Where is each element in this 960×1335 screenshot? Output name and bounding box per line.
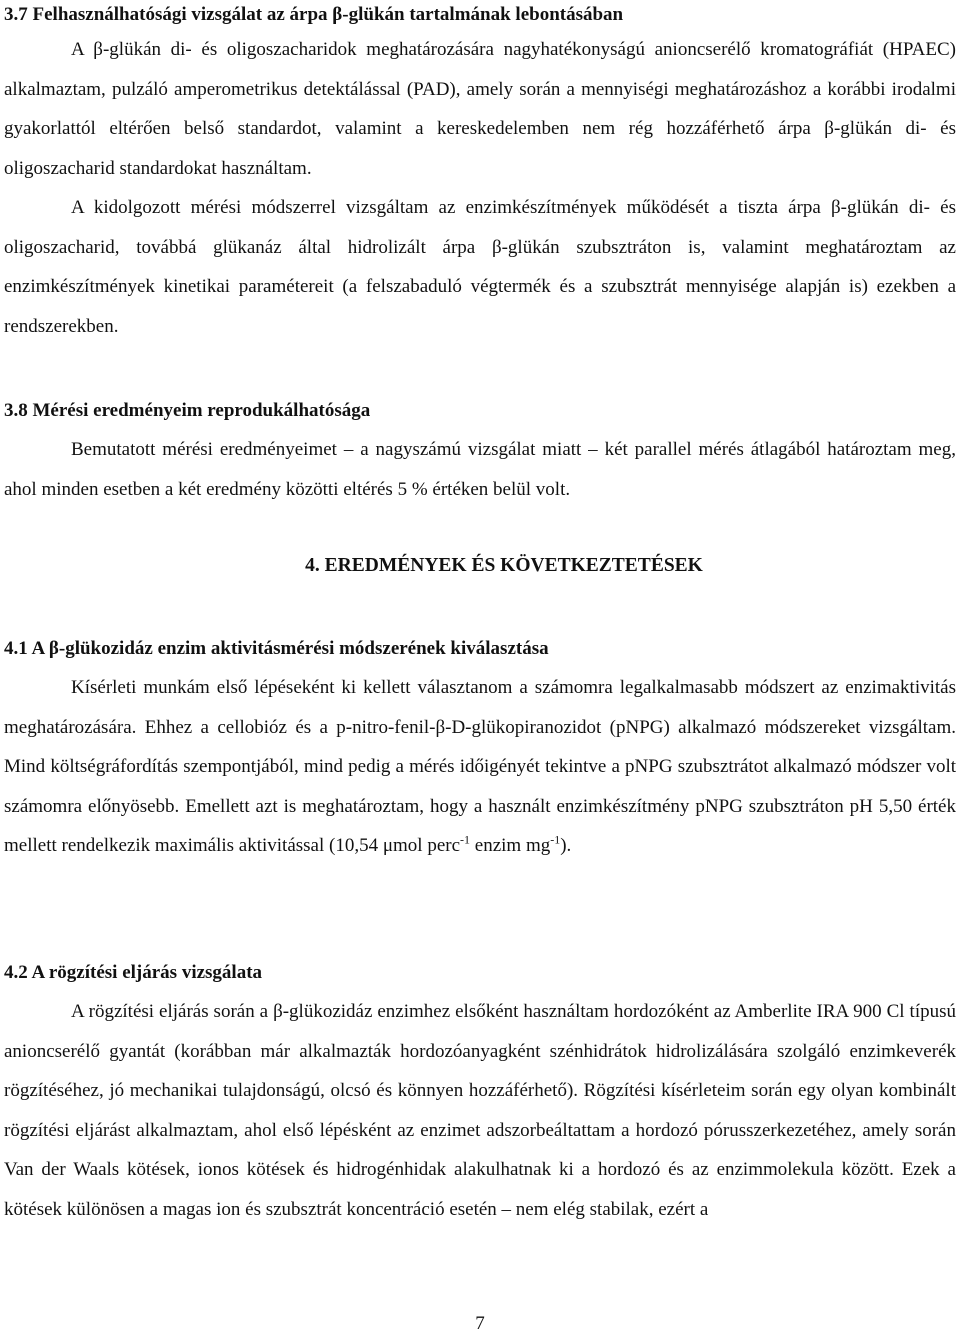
section-3-7-paragraph-2: A kidolgozott mérési módszerrel vizsgáltam az enzimkészítmények működését a tiszta árpa β-glükán di- és oligoszacharid, továbbá glükanáz által hidrolizált árpa β-glükán szubsztráton is, valamint meghatároztam az enzimkészítmények kinetikai paramétereit (a felszabaduló végtermék és a szubsztrát mennyisége alapján is) ezekben a rendszerekben. [4, 197, 956, 337]
section-4-2-paragraph-1: A rögzítési eljárás során a β-glükozidáz enzimhez elsőként használtam hordozóként az Amberlite IRA 900 Cl típusú anioncserélő gyantát (korábban már alkalmazták hordozóanyagként szénhidrátok hidrolizálására szolgáló enzimkeverék rögzítéséhez, jó mechanikai tulajdonságú, olcsó és könnyen hozzáférhető). Rögzítési kísérleteim során egy olyan kombinált rögzítési eljárást alkalmaztam, ahol első lépésként az enzimet adszorbeáltattam a hordozó pórusszerkezetéhez, amely során Van der Waals kötések, ionos kötések és hidrogénhidak alakulhatnak ki a hordozó és az enzimmolekula között. Ezek a kötések különösen a magas ion és szubsztrát koncentráció esetén – nem elég stabilak, ezért a [4, 1001, 956, 1220]
section-3-7-title: 3.7 Felhasználhatósági vizsgálat az árpa β-glükán tartalmának lebontásában [4, 4, 624, 25]
section-4-1-paragraph-1 [4, 668, 956, 866]
document-page [4, 0, 956, 1335]
section-4-1-paragraph-end: ). [560, 835, 572, 856]
section-4-1-paragraph-unit: enzim mg [470, 835, 551, 856]
section-4-2-title: 4.2 A rögzítési eljárás vizsgálata [4, 962, 263, 983]
section-3-8-paragraph-1: Bemutatott mérési eredményeimet – a nagyszámú vizsgálat miatt – két parallel mérés átlagából határoztam meg, ahol minden esetben a két eredmény közötti eltérés 5 % értéken belül volt. [4, 439, 956, 500]
section-3-7-paragraph-1: A β-glükán di- és oligoszacharidok meghatározására nagyhatékonyságú anioncserélő kromatográfiát (HPAEC) alkalmaztam, pulzáló amperometrikus detektálással (PAD), amely során a mennyiségi meghatározáshoz a korábbi irodalmi gyakorlattól eltérően belső standardot, valamint a kereskedelemben nem rég hozzáférhető árpa β-glükán di- és oligoszacharid standardokat használtam. [4, 39, 956, 179]
page-number: 7 [475, 1313, 485, 1334]
section-3-8-title: 3.8 Mérési eredményeim reprodukálhatósága [4, 400, 371, 421]
section-4-1-paragraph-text: Kísérleti munkám első lépéseként ki kellett választanom a számomra legalkalmasabb módszert az enzimaktivitás meghatározására. Ehhez a cellobióz és a p-nitro-fenil-β-D-glükopiranozidot (pNPG) alkalmazó módszereket vizsgáltam. Mind költségráfordítás szempontjából, mind pedig a mérés időigényét tekintve a pNPG szubsztrátot alkalmazó módszer volt számomra előnyösebb. Emellett azt is meghatároztam, hogy a használt enzimkészítmény pNPG szubsztráton pH 5,50 érték mellett rendelkezik maximális aktivitással (10,54 μmol perc [4, 677, 956, 856]
section-4-1-title: 4.1 A β-glükozidáz enzim aktivitásmérési módszerének kiválasztása [4, 638, 549, 659]
chapter-4-title: 4. EREDMÉNYEK ÉS KÖVETKEZTETÉSEK [305, 555, 703, 576]
superscript-minus-one: -1 [460, 832, 471, 847]
superscript-minus-one-2: -1 [550, 832, 561, 847]
